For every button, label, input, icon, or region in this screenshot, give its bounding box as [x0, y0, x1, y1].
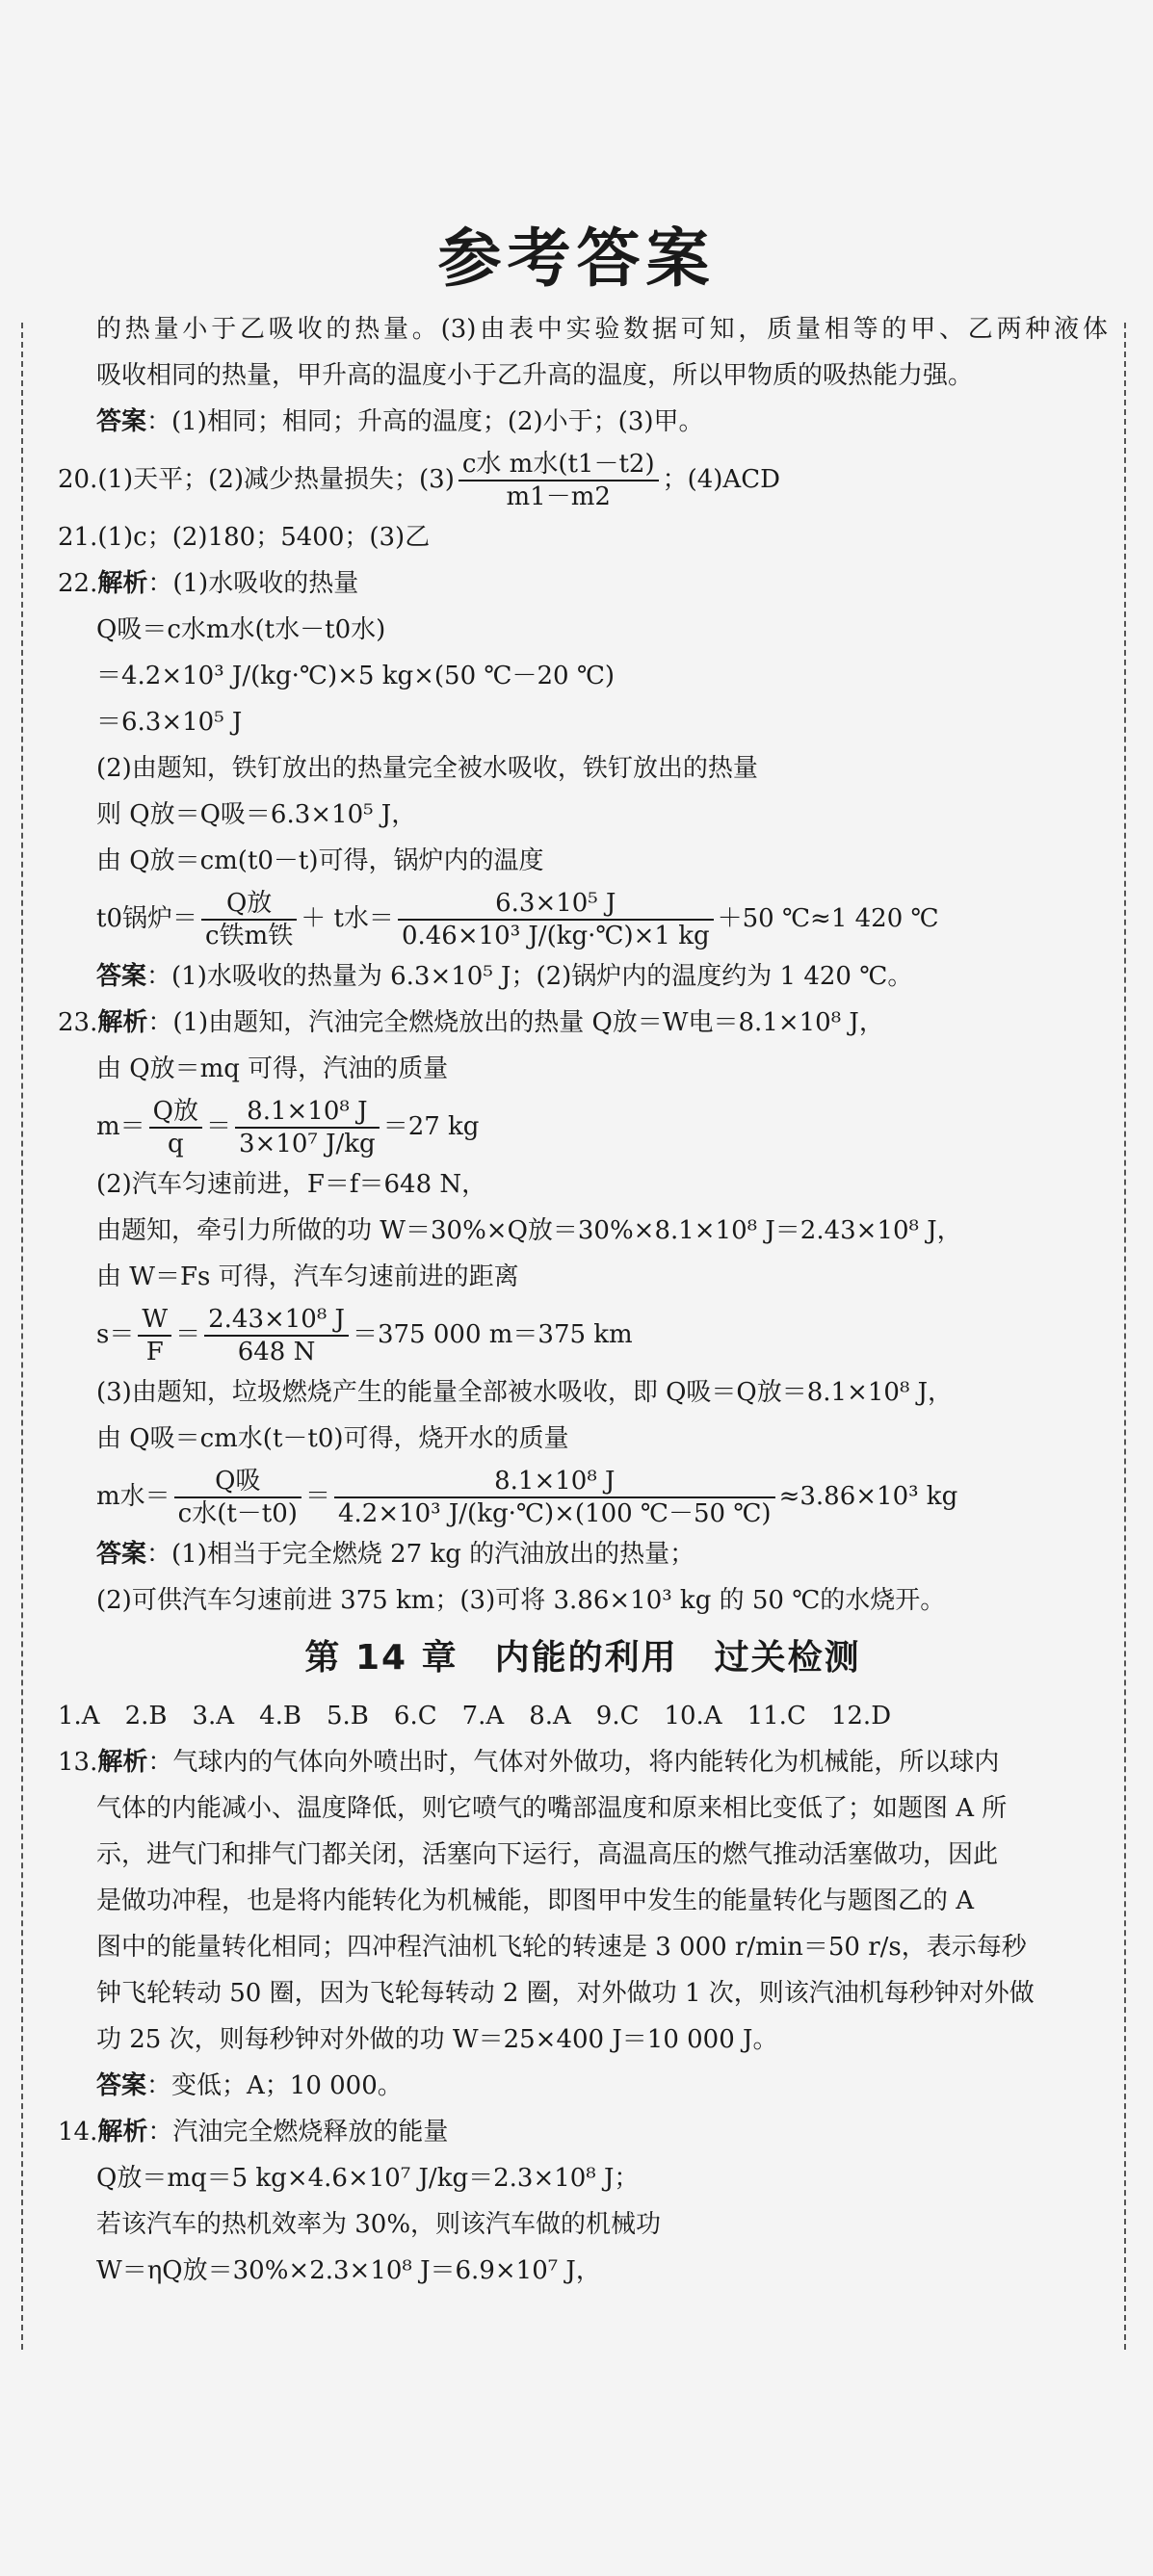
fraction: $\frac{\text{c水 m水(t1－t2)}}{m1-m2}$ [459, 449, 659, 512]
answer-label: 答案 [96, 1540, 147, 1569]
q13-line: 13.解析：气球内的气体向外喷出时，气体对外做功，将内能转化为机械能，所以球内 [58, 1748, 1000, 1777]
q14-line: 14.解析：汽油完全燃烧释放的能量 [58, 2118, 449, 2147]
q22-line: 22.解析：(1)水吸收的热量 [58, 569, 359, 598]
text-line: 由 Q放＝mq 可得，汽油的质量 [96, 1054, 449, 1083]
text-line: 气体的内能减小、温度降低，则它喷气的嘴部温度和原来相比变低了；如题图 A 所 [96, 1794, 1008, 1823]
analysis-label: 解析 [97, 1748, 148, 1777]
fraction: $\frac{\text{Q吸}}{\text{c水(t－t0)}}$ [174, 1466, 301, 1529]
text-line: 由 W＝Fs 可得，汽车匀速前进的距离 [96, 1262, 519, 1291]
text-line: (2)可供汽车匀速前进 375 km；(3)可将 3.86×10³ kg 的 50 ℃的水烧开。 [96, 1586, 946, 1615]
answer-line: 答案：(1)水吸收的热量为 6.3×10⁵ J；(2)锅炉内的温度约为 1 420 ℃。 [96, 962, 913, 991]
text-line: 功 25 次，则每秒钟对外做的功 W＝25×400 J＝10 000 J。 [96, 2025, 778, 2054]
formula-line: t0锅炉＝ $\frac{\text{Q放}}{\text{c铁m铁}}$ ＋ t水＝ $\frac{\text{6.3×10⁵ J}}{\text{0.46×10³ J/(kg·℃)×1 kg}}$ ＋50 ℃≈1 420 ℃ [96, 889, 939, 950]
formula-line: s＝ $\frac{W}{F}$ ＝ $\frac{\text{2.43×10⁸ J}}{648 N}$ ＝375 000 m＝375 km [96, 1305, 633, 1366]
cut-line-left [21, 323, 23, 2350]
analysis-label: 解析 [97, 2118, 148, 2147]
formula-line: W＝ηQ放＝30%×2.3×10⁸ J＝6.9×10⁷ J， [96, 2256, 601, 2285]
fraction: $\frac{\text{Q放}}{\text{c铁m铁}}$ [201, 888, 297, 951]
fraction: $\frac{\text{8.1×10⁸ J}}{\text{3×10⁷ J/kg}}$ [235, 1096, 380, 1159]
text-line: 钟飞轮转动 50 圈，因为飞轮每转动 2 圈，对外做功 1 次，则该汽油机每秒钟对外做 [96, 1979, 1035, 2008]
q21-line: 21.(1)c；(2)180；5400；(3)乙 [58, 523, 431, 552]
text-line: 的热量小于乙吸收的热量。(3)由表中实验数据可知，质量相等的甲、乙两种液体 [96, 315, 1108, 344]
text-line: 由题知，牵引力所做的功 W＝30%×Q放＝30%×8.1×10⁸ J＝2.43×10⁸ J， [96, 1216, 962, 1245]
text-line: 由 Q放＝cm(t0－t)可得，锅炉内的温度 [96, 846, 544, 875]
answer-content [58, 306, 1108, 2294]
q23-line: 23.解析：(1)由题知，汽油完全燃烧放出的热量 Q放＝W电＝8.1×10⁸ J， [58, 1008, 884, 1037]
text-line: 示，进气门和排气门都关闭，活塞向下运行，高温高压的燃气推动活塞做功，因此 [96, 1840, 999, 1869]
text-line: 是做功冲程，也是将内能转化为机械能，即图甲中发生的能量转化与题图乙的 A [96, 1886, 975, 1915]
answer-line: 答案：变低；A；10 000。 [96, 2071, 403, 2100]
multiple-choice-answers: 1.A 2.B 3.A 4.B 5.B 6.C 7.A 8.A 9.C 10.A 11.C 12.D [58, 1702, 892, 1730]
formula-line: Q放＝mq＝5 kg×4.6×10⁷ J/kg＝2.3×10⁸ J； [96, 2164, 640, 2193]
q20-line: 20.(1)天平；(2)减少热量损失；(3) $\frac{\text{c水 m水(t1－t2)}}{m1-m2}$ ；(4)ACD [58, 450, 780, 511]
answer-label: 答案 [96, 2071, 147, 2100]
cut-line-right [1124, 323, 1126, 2350]
formula-line: ＝4.2×10³ J/(kg·℃)×5 kg×(50 ℃－20 ℃) [96, 662, 616, 690]
answer-label: 答案 [96, 962, 147, 991]
fraction: $\frac{\text{8.1×10⁸ J}}{\text{4.2×10³ J/(kg·℃)×(100 ℃－50 ℃)}}$ [334, 1466, 775, 1529]
analysis-label: 解析 [97, 569, 148, 598]
fraction: $\frac{\text{2.43×10⁸ J}}{648 N}$ [204, 1304, 349, 1367]
text-line: (2)汽车匀速前进，F＝f＝648 N， [96, 1170, 487, 1199]
page-title: 参考答案 [437, 221, 716, 296]
text-line: 图中的能量转化相同；四冲程汽油机飞轮的转速是 3 000 r/min＝50 r/s，表示每秒 [96, 1933, 1027, 1962]
formula-line: m水＝ $\frac{\text{Q吸}}{\text{c水(t－t0)}}$ ＝ $\frac{\text{8.1×10⁸ J}}{\text{4.2×10³ J/(kg·℃)×(100 ℃－50 ℃)}}$ ≈3.86×10³ kg [96, 1467, 958, 1528]
chapter-heading: 第 14 章 内能的利用 过关检测 [304, 1638, 861, 1678]
formula-line: ＝6.3×10⁵ J [96, 708, 243, 737]
analysis-label: 解析 [97, 1008, 148, 1037]
fraction: $\frac{\text{Q放}}{q}$ [149, 1096, 202, 1159]
formula-line: m＝ $\frac{\text{Q放}}{q}$ ＝ $\frac{\text{8.1×10⁸ J}}{\text{3×10⁷ J/kg}}$ ＝27 kg [96, 1097, 480, 1158]
answer-line: 答案：(1)相同；相同；升高的温度；(2)小于；(3)甲。 [96, 407, 704, 436]
formula-line: Q吸＝c水m水(t水－t0水) [96, 615, 386, 644]
fraction: $\frac{W}{F}$ [138, 1304, 171, 1367]
formula-line: 则 Q放＝Q吸＝6.3×10⁵ J， [96, 800, 417, 829]
text-line: (2)由题知，铁钉放出的热量完全被水吸收，铁钉放出的热量 [96, 754, 758, 783]
answer-label: 答案 [96, 407, 147, 436]
text-line: 若该汽车的热机效率为 30%，则该汽车做的机械功 [96, 2210, 662, 2239]
text-line: 由 Q吸＝cm水(t－t0)可得，烧开水的质量 [96, 1424, 569, 1453]
text-line: 吸收相同的热量，甲升高的温度小于乙升高的温度，所以甲物质的吸热能力强。 [96, 361, 974, 390]
fraction: $\frac{\text{6.3×10⁵ J}}{\text{0.46×10³ J/(kg·℃)×1 kg}}$ [398, 888, 714, 951]
answer-line: 答案：(1)相当于完全燃烧 27 kg 的汽油放出的热量； [96, 1540, 695, 1569]
text-line: (3)由题知，垃圾燃烧产生的能量全部被水吸收，即 Q吸＝Q放＝8.1×10⁸ J， [96, 1378, 954, 1407]
